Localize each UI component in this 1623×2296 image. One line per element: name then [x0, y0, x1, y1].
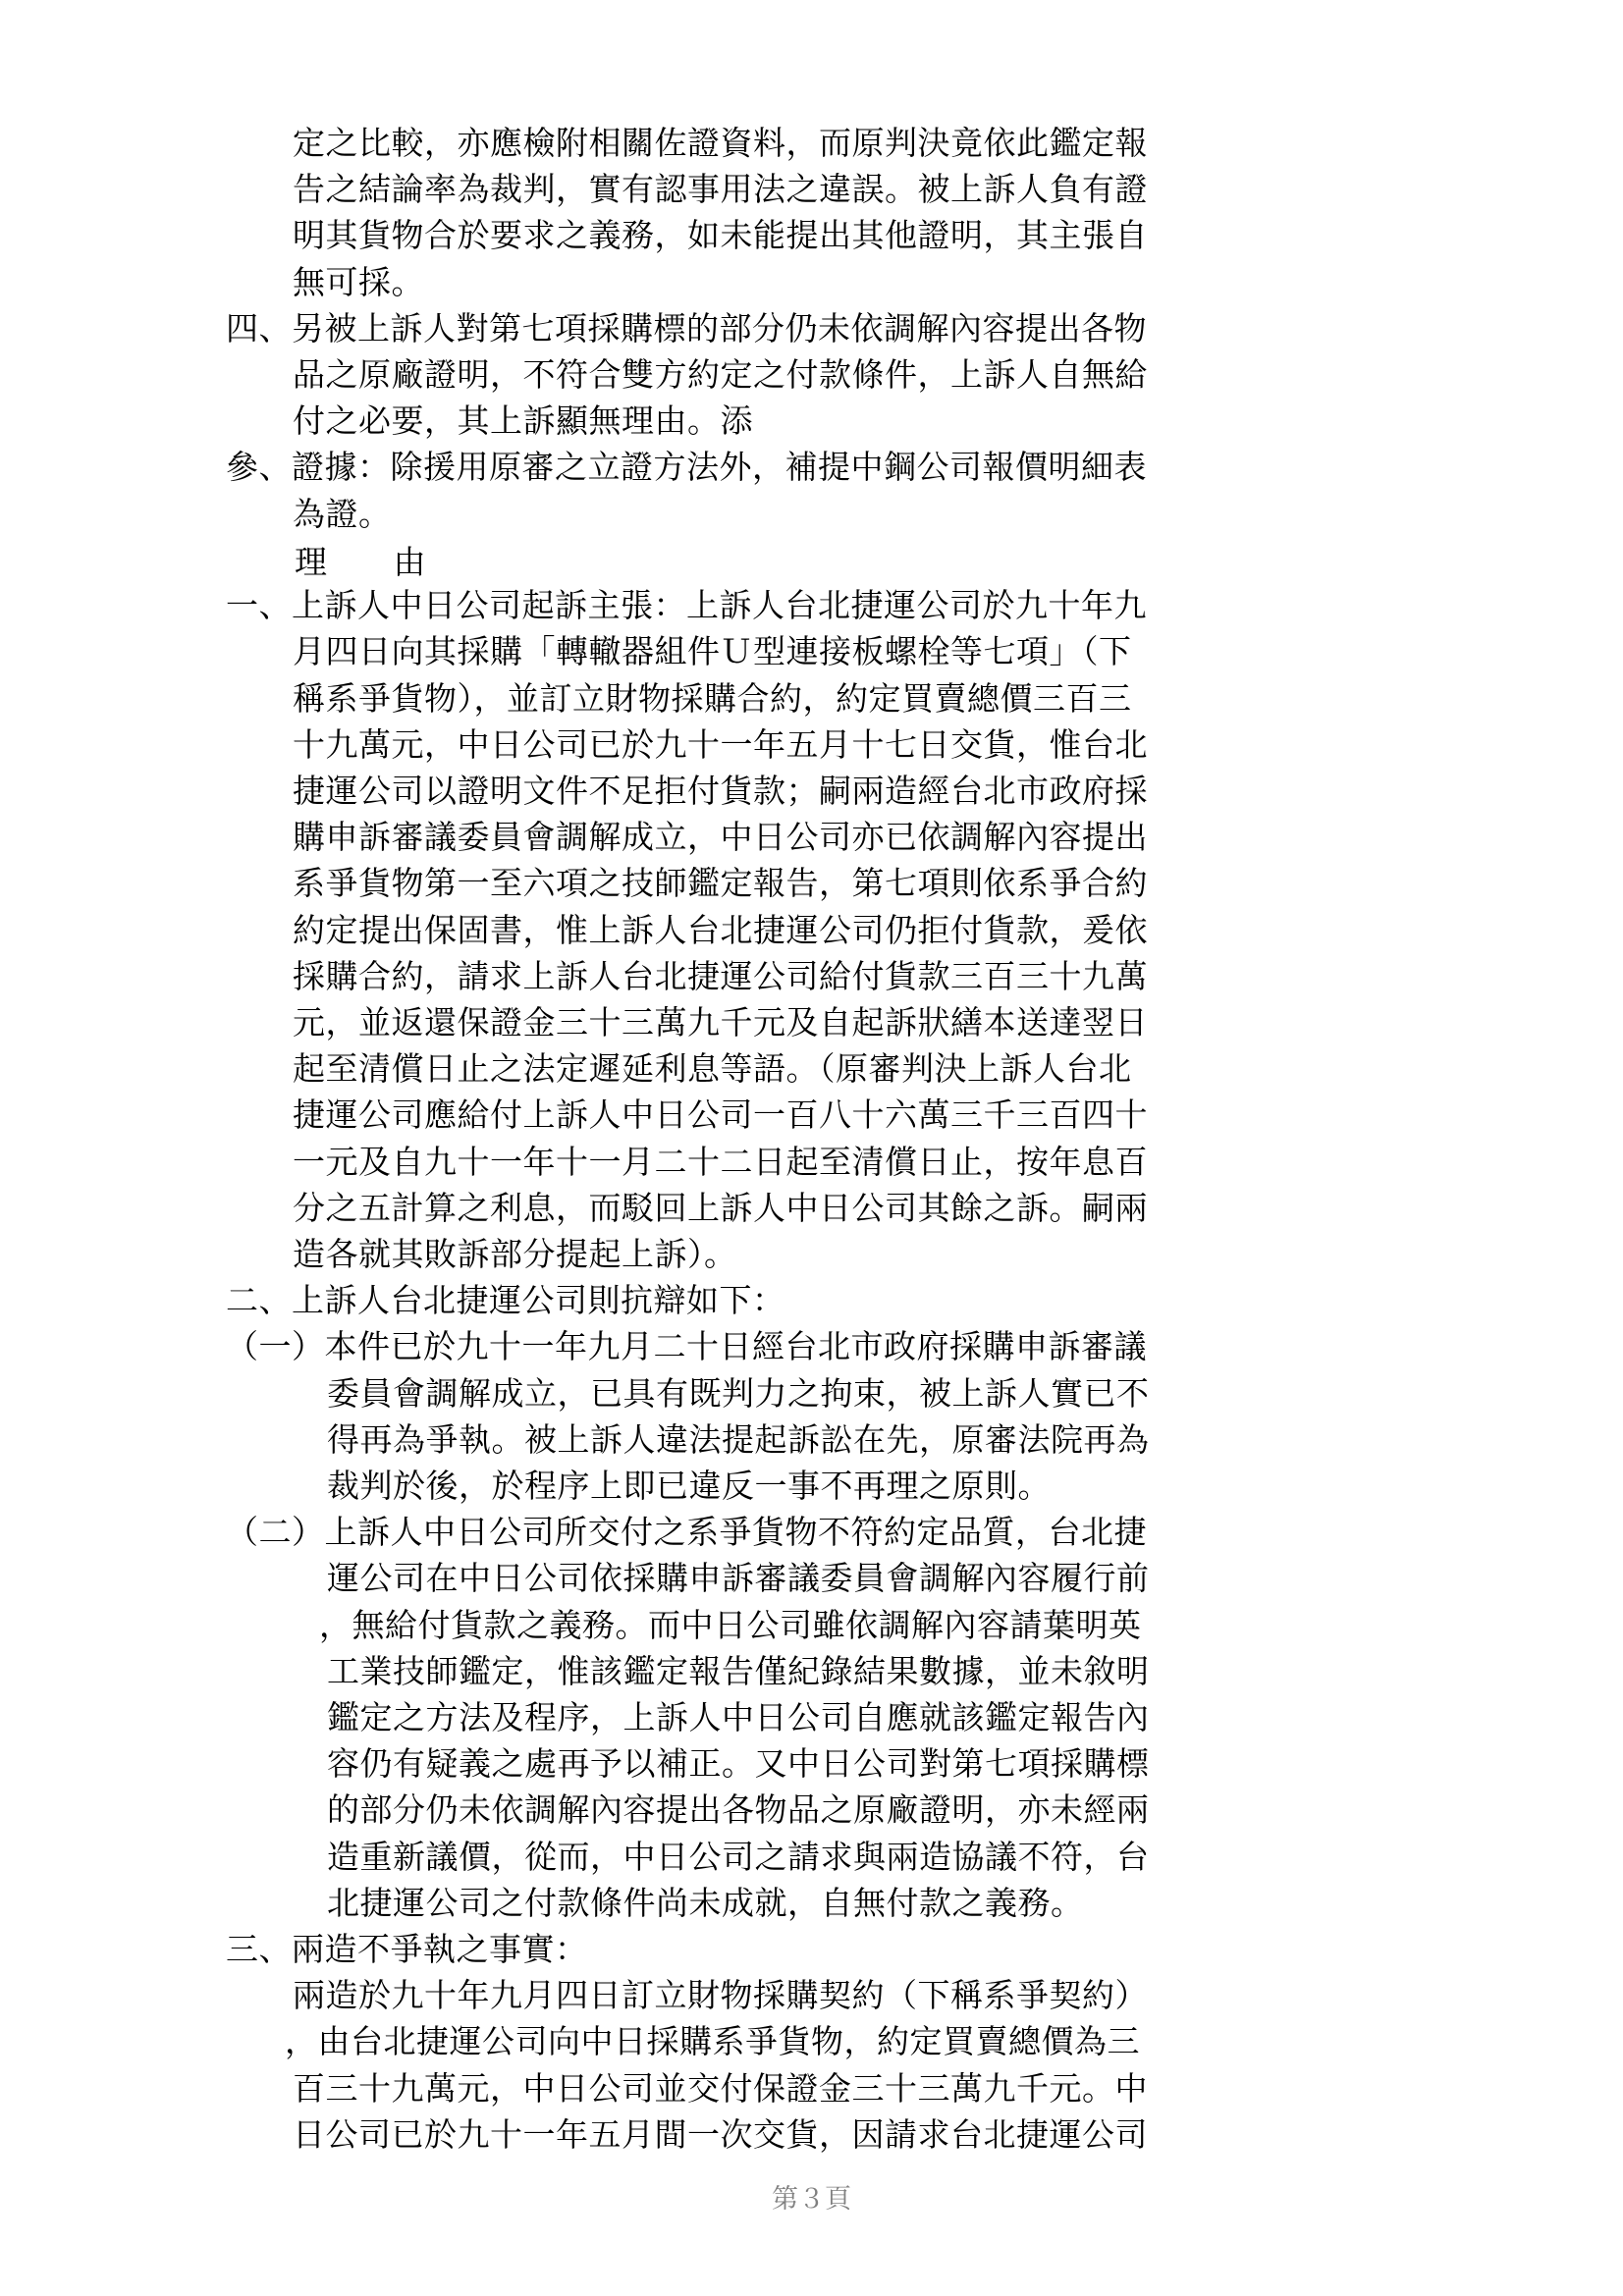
text-line: 起至清償日止之法定遲延利息等語。（原審判決上訴人台北 — [293, 1049, 1132, 1088]
page-number: 第３頁 — [772, 2184, 851, 2215]
text-line: 分之五計算之利息，而駁回上訴人中日公司其餘之訴。嗣兩 — [293, 1189, 1148, 1227]
text-line: 購申訴審議委員會調解成立，中日公司亦已依調解內容提出 — [293, 818, 1148, 856]
text-line: 捷運公司應給付上訴人中日公司一百八十六萬三千三百四十 — [293, 1095, 1148, 1134]
text-line: （一）本件已於九十一年九月二十日經台北市政府採購申訴審議 — [226, 1327, 1147, 1365]
text-line: 稱系爭貨物），並訂立財物採購合約，約定買賣總價三百三 — [293, 679, 1132, 718]
text-line: 鑑定之方法及程序，上訴人中日公司自應就該鑑定報告內 — [327, 1698, 1150, 1736]
text-line: 捷運公司以證明文件不足拒付貨款；嗣兩造經台北市政府採 — [293, 772, 1148, 810]
text-line: 百三十九萬元，中日公司並交付保證金三十三萬九千元。中 — [293, 2069, 1148, 2108]
text-line: 裁判於後，於程序上即已違反一事不再理之原則。 — [327, 1467, 1051, 1505]
text-line: 元，並返還保證金三十三萬九千元及自起訴狀繕本送達翌日 — [293, 1003, 1148, 1041]
text-line: 造重新議價，從而，中日公司之請求與兩造協議不符，台 — [327, 1838, 1150, 1876]
text-line: 理 由 — [295, 543, 426, 581]
text-line: 四、另被上訴人對第七項採購標的部分仍未依調解內容提出各物 — [226, 309, 1147, 347]
text-line: 為證。 — [293, 495, 392, 533]
text-line: 日公司已於九十一年五月間一次交貨，因請求台北捷運公司 — [293, 2115, 1148, 2154]
text-line: 參、證據：除援用原審之立證方法外，補提中鋼公司報價明細表 — [226, 448, 1147, 486]
text-line: 明其貨物合於要求之義務，如未能提出其他證明，其主張自 — [293, 216, 1148, 254]
text-line: 造各就其敗訴部分提起上訴）。 — [293, 1235, 737, 1273]
text-line: 容仍有疑義之處再予以補正。又中日公司對第七項採購標 — [327, 1744, 1150, 1783]
text-line: 十九萬元，中日公司已於九十一年五月十七日交貨，惟台北 — [293, 725, 1148, 764]
text-line: 的部分仍未依調解內容提出各物品之原廠證明，亦未經兩 — [327, 1790, 1150, 1829]
text-line: 付之必要，其上訴顯無理由。添 — [293, 401, 753, 440]
text-line: 工業技師鑑定，惟該鑑定報告僅紀錄結果數據，並未敘明 — [327, 1652, 1150, 1690]
text-line: 兩造於九十年九月四日訂立財物採購契約（下稱系爭契約） — [293, 1976, 1148, 2014]
text-line: 得再為爭執。被上訴人違法提起訴訟在先，原審法院再為 — [327, 1420, 1150, 1459]
text-line: 系爭貨物第一至六項之技師鑑定報告，第七項則依系爭合約 — [293, 864, 1148, 902]
text-line: 三、兩造不爭執之事實： — [226, 1930, 588, 1968]
text-line: 採購合約，請求上訴人台北捷運公司給付貨款三百三十九萬 — [293, 957, 1148, 995]
text-line: 約定提出保固書，惟上訴人台北捷運公司仍拒付貨款，爰依 — [293, 911, 1148, 949]
text-line: 定之比較，亦應檢附相關佐證資料，而原判決竟依此鑑定報 — [293, 124, 1148, 162]
text-line: 北捷運公司之付款條件尚未成就，自無付款之義務。 — [327, 1884, 1084, 1922]
text-line: 一、上訴人中日公司起訴主張：上訴人台北捷運公司於九十年九 — [226, 586, 1147, 624]
text-line: 運公司在中日公司依採購申訴審議委員會調解內容履行前 — [327, 1559, 1150, 1597]
text-line: 告之結論率為裁判，實有認事用法之違誤。被上訴人負有證 — [293, 170, 1148, 208]
text-line: 品之原廠證明，不符合雙方約定之付款條件，上訴人自無給 — [293, 355, 1148, 394]
text-line: 月四日向其採購「轉轍器組件Ｕ型連接板螺栓等七項」（下 — [293, 632, 1132, 670]
text-line: 一元及自九十一年十一月二十二日起至清償日止，按年息百 — [293, 1143, 1148, 1181]
text-line: 二、上訴人台北捷運公司則抗辯如下： — [226, 1281, 785, 1319]
text-line: ，由台北捷運公司向中日採購系爭貨物，約定買賣總價為三 — [285, 2022, 1140, 2060]
text-line: ，無給付貨款之義務。而中日公司雖依調解內容請葉明英 — [319, 1606, 1142, 1644]
text-line: （二）上訴人中日公司所交付之系爭貨物不符約定品質，台北捷 — [226, 1513, 1147, 1551]
text-line: 委員會調解成立，已具有既判力之拘束，被上訴人實已不 — [327, 1374, 1150, 1413]
text-line: 無可採。 — [293, 263, 424, 301]
